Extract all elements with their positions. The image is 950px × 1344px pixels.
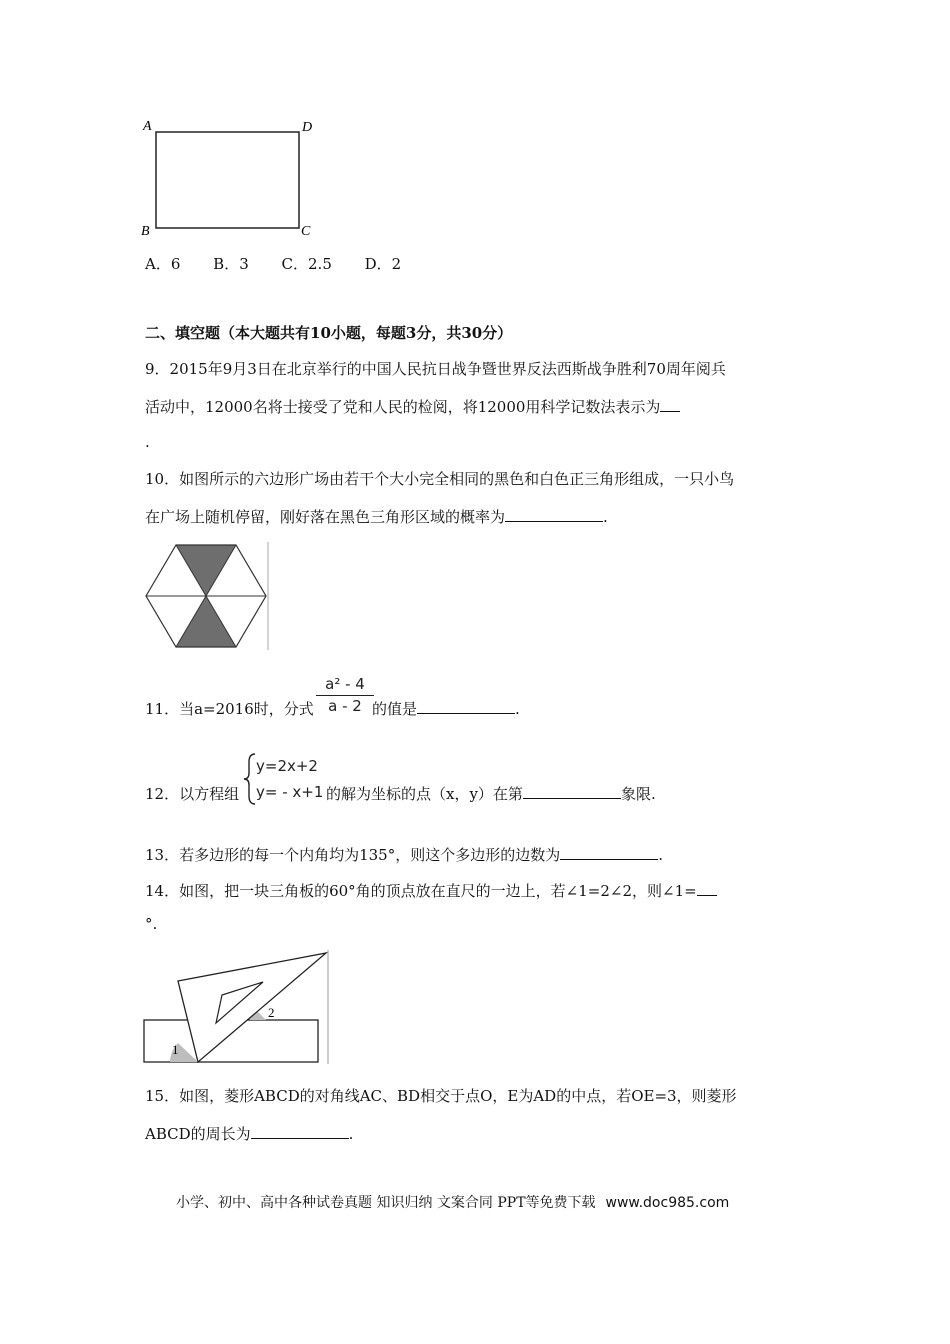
q15-line2: [145, 1123, 353, 1144]
q10-line2: [145, 506, 608, 527]
q12-line: [145, 783, 239, 804]
q9-line2: [145, 396, 680, 417]
q12-prefix: 12．以方程组: [145, 785, 240, 803]
footer-text: 小学、初中、高中各种试卷真题 知识归纳 文案合同 PPT等免费下载: [176, 1195, 596, 1211]
q11-numerator: a² - 4: [316, 674, 374, 696]
q12-end: 象限.: [620, 785, 656, 803]
q9-line1: 9．2015年9月3日在北京举行的中国人民抗日战争暨世界反法西斯战争胜利70周年阅兵: [145, 360, 726, 378]
q11-fraction: [316, 674, 374, 716]
q11-denominator: a - 2: [328, 697, 362, 715]
label-d: D: [302, 120, 313, 135]
footer-url[interactable]: www.doc985.com: [605, 1195, 730, 1211]
q15-end: .: [348, 1125, 354, 1143]
q12-system: [256, 753, 323, 805]
q13-text: 13．若多边形的每一个内角均为135°，则这个多边形的边数为: [145, 846, 561, 864]
ruler-triangle-figure: [138, 948, 338, 1068]
q14-line1-text: 14．如图，把一块三角板的60°角的顶点放在直尺的一边上，若∠1=2∠2，则∠1=: [145, 882, 697, 900]
option-c: C．2.5: [281, 255, 332, 273]
q13-end: .: [658, 846, 664, 864]
q10-answer-blank[interactable]: [505, 506, 603, 522]
q12-tail: [326, 783, 656, 804]
q13-answer-blank[interactable]: [560, 844, 658, 860]
q11-answer-blank[interactable]: [417, 698, 515, 714]
q9-line3: .: [145, 433, 150, 451]
q8-options: [145, 253, 429, 274]
label-b: B: [141, 224, 150, 239]
q10-line2-text: 在广场上随机停留，刚好落在黑色三角形区域的概率为: [145, 508, 506, 526]
option-a: A．6: [145, 255, 181, 273]
q10-end: .: [603, 508, 608, 526]
page-footer: [176, 1192, 729, 1212]
label-c: C: [301, 224, 311, 239]
q11-prefix: 11．当a=2016时，分式: [145, 700, 314, 718]
q14-line2: °.: [145, 915, 158, 933]
q13-line: [145, 844, 663, 865]
label-a: A: [143, 119, 152, 134]
rectangle-abcd-figure: [138, 112, 328, 242]
q9-line2-text: 活动中，12000名将士接受了党和人民的检阅，将12000用科学记数法表示为: [145, 398, 661, 416]
angle-2-label: 2: [268, 1005, 275, 1020]
q11-end: .: [515, 700, 520, 718]
option-b: B．3: [213, 255, 249, 273]
q12-eq2: y= - x+1: [256, 783, 324, 801]
q14-line1: [145, 880, 717, 901]
q12-suffix: 的解为坐标的点（x，y）在第: [326, 785, 523, 803]
q12-eq1: y=2x+2: [256, 757, 318, 775]
q11-line: [145, 698, 314, 719]
q15-line2-text: ABCD的周长为: [145, 1125, 251, 1143]
q15-answer-blank[interactable]: [251, 1123, 349, 1139]
q10-line1: 10．如图所示的六边形广场由若干个大小完全相同的黑色和白色正三角形组成，一只小鸟: [145, 470, 735, 488]
q9-answer-blank[interactable]: [660, 396, 680, 412]
angle-1-label: 1: [172, 1042, 179, 1057]
q11-suffix: 的值是: [372, 700, 418, 718]
section2-heading: 二、填空题（本大题共有10小题，每题3分，共30分）: [145, 324, 513, 342]
option-d: D．2: [364, 255, 402, 273]
q14-answer-blank[interactable]: [697, 880, 717, 896]
q15-line1: 15．如图，菱形ABCD的对角线AC、BD相交于点O，E为AD的中点，若OE=3，则菱形: [145, 1087, 737, 1105]
q12-brace: [243, 752, 257, 806]
q11-tail: [372, 698, 520, 719]
q12-answer-blank[interactable]: [523, 783, 621, 799]
hexagon-figure: [140, 540, 270, 652]
